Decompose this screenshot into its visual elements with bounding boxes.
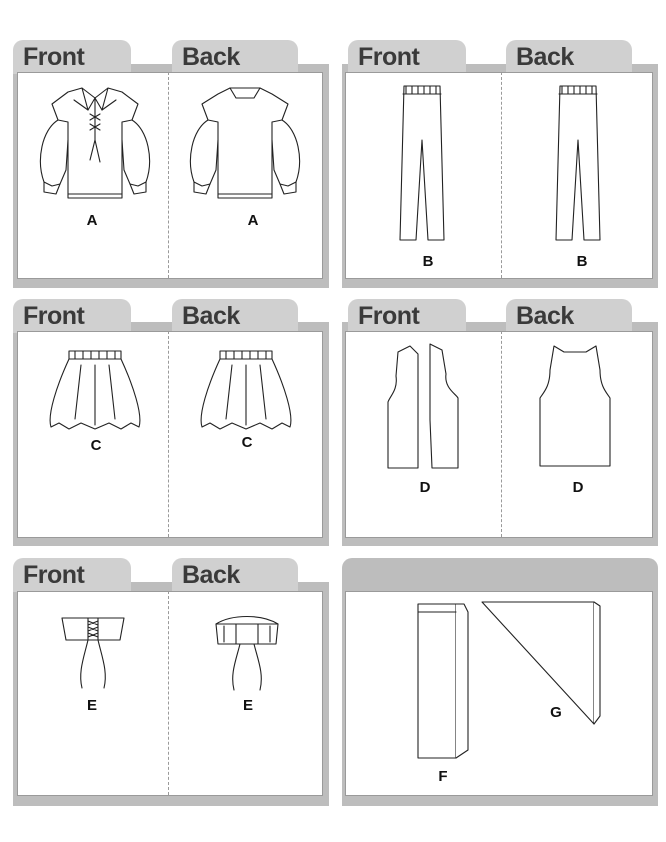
- corset-belt-front-illustration: [58, 612, 128, 697]
- front-tab: Front: [348, 40, 466, 74]
- front-back-divider: [168, 331, 169, 537]
- back-tab: Back: [172, 40, 298, 74]
- skirt-front-illustration: [45, 345, 145, 435]
- front-tab: Front: [348, 299, 466, 333]
- pants-front-illustration: [392, 80, 452, 250]
- blouse-back-illustration: [180, 80, 310, 210]
- back-tab: Back: [506, 299, 632, 333]
- view-label: A: [86, 212, 98, 229]
- item-label-g: G: [550, 704, 562, 721]
- front-back-divider: [501, 331, 502, 537]
- view-label: A: [247, 212, 259, 229]
- vest-front-illustration: [380, 340, 470, 475]
- blouse-front-illustration: [30, 80, 160, 210]
- corset-belt-back-illustration: [212, 612, 282, 697]
- view-label: E: [242, 697, 253, 714]
- view-label: C: [90, 437, 102, 454]
- front-back-divider: [168, 72, 169, 278]
- vest-back-illustration: [530, 340, 620, 475]
- view-label: B: [422, 253, 434, 270]
- view-label: D: [419, 479, 431, 496]
- sash-illustration: [410, 598, 480, 768]
- pants-back-illustration: [548, 80, 608, 250]
- back-tab: Back: [506, 40, 632, 74]
- front-tab: Front: [13, 558, 131, 592]
- back-tab: Back: [172, 299, 298, 333]
- front-tab: Front: [13, 40, 131, 74]
- back-tab: Back: [172, 558, 298, 592]
- front-back-divider: [501, 72, 502, 278]
- view-label: E: [86, 697, 97, 714]
- item-label-f: F: [438, 768, 448, 785]
- view-label: C: [241, 434, 253, 451]
- view-label: D: [572, 479, 584, 496]
- skirt-back-illustration: [196, 345, 296, 435]
- front-tab: Front: [13, 299, 131, 333]
- front-back-divider: [168, 591, 169, 795]
- view-label: B: [576, 253, 588, 270]
